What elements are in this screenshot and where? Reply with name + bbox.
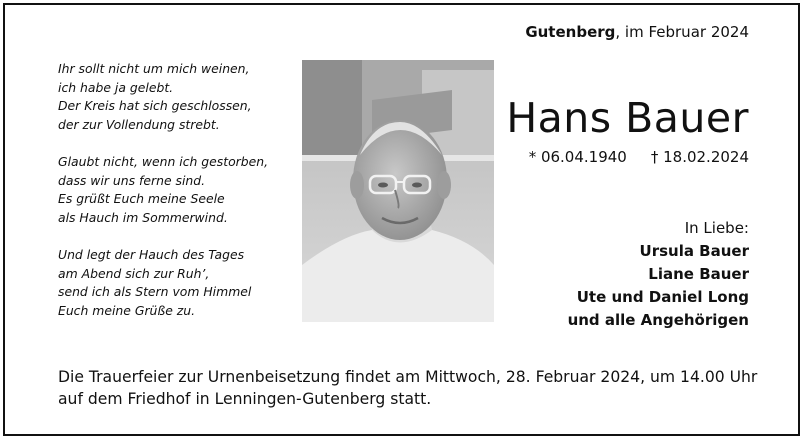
mourner-name: Liane Bauer (648, 265, 749, 283)
birth-date: * 06.04.1940 (528, 148, 627, 166)
mourners-block (568, 217, 749, 332)
deceased-name: Hans Bauer (506, 94, 749, 142)
poem-stanza (58, 246, 298, 320)
place-date (525, 23, 749, 41)
poem-line: der zur Vollendung strebt. (58, 116, 220, 132)
notice-line: auf dem Friedhof in Lenningen-Gutenberg statt. (58, 390, 432, 408)
mourner-name: und alle Angehörigen (567, 311, 749, 329)
date-text: , im Februar 2024 (615, 23, 749, 41)
poem-line: Euch meine Grüße zu. (58, 302, 196, 318)
life-dates (529, 148, 749, 166)
poem-line: Der Kreis hat sich geschlossen, (58, 98, 252, 114)
poem (58, 60, 298, 339)
mourner-name: Ute und Daniel Long (576, 288, 749, 306)
notice-line: Die Trauerfeier zur Urnenbeisetzung findet am Mittwoch, 28. Februar 2024, um 14.00 Uhr (58, 368, 758, 386)
poem-line: dass wir uns ferne sind. (58, 172, 206, 188)
mourner-name: Ursula Bauer (639, 242, 749, 260)
poem-line: send ich als Stern vom Himmel (58, 284, 252, 300)
poem-line: ich habe ja gelebt. (58, 79, 174, 95)
place-name: Gutenberg (525, 23, 616, 41)
poem-line: Glaubt nicht, wenn ich gestorben, (58, 153, 269, 169)
poem-line: Ihr sollt nicht um mich weinen, (58, 61, 250, 76)
mourners-intro: In Liebe: (684, 219, 749, 237)
portrait-photo-illustration (302, 60, 494, 322)
poem-line: Und legt der Hauch des Tages (58, 246, 245, 262)
poem-line: Es grüßt Euch meine Seele (58, 191, 225, 207)
death-date: † 18.02.2024 (650, 148, 749, 166)
poem-stanza (58, 60, 298, 134)
funeral-notice (58, 366, 757, 410)
portrait-photo (302, 60, 494, 322)
poem-stanza (58, 153, 298, 227)
poem-line: am Abend sich zur Ruh’, (58, 265, 210, 281)
poem-line: als Hauch im Sommerwind. (58, 209, 228, 225)
